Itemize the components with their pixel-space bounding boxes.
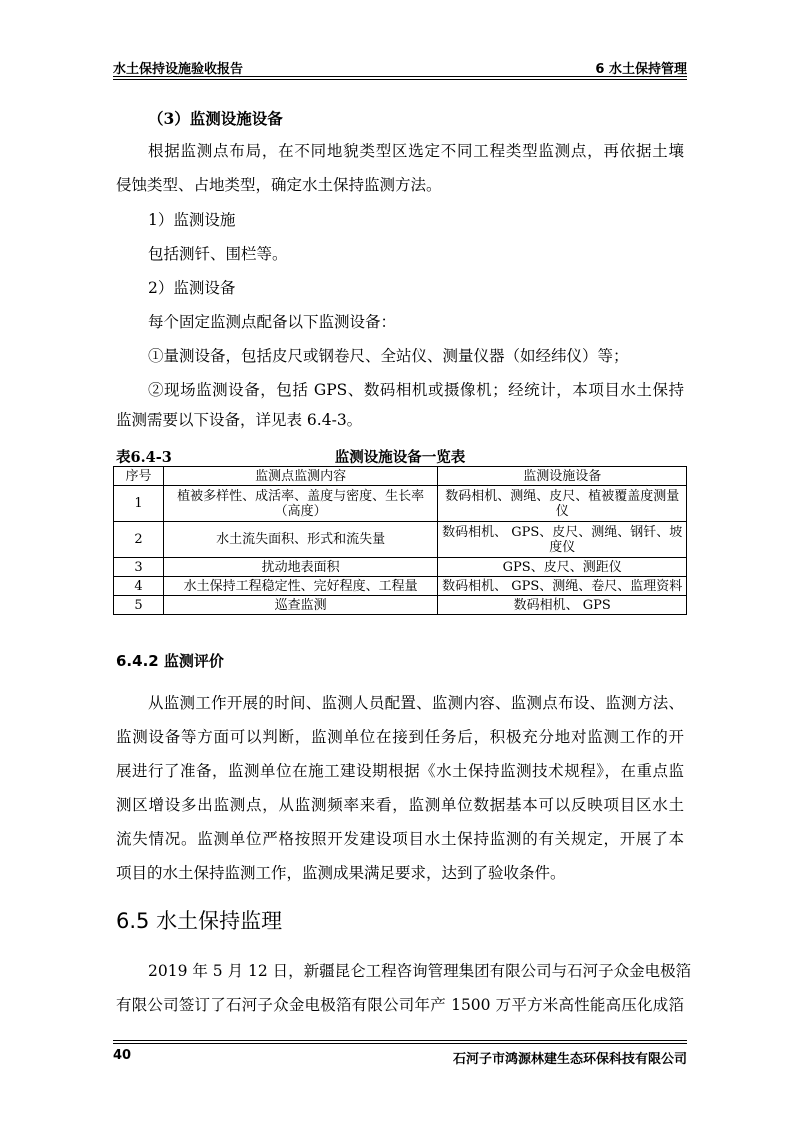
header-right: 6 水土保持管理	[595, 62, 687, 77]
para2-line2: 监测设备等方面可以判断，监测单位在接到任务后，积极充分地对监测工作的开	[116, 728, 684, 746]
col-header-no: 序号	[114, 467, 164, 486]
para2-line1: 从监测工作开展的时间、监测人员配置、监测内容、监测点布设、监测方法、	[148, 694, 684, 712]
row-no: 5	[114, 596, 164, 615]
para2-line6: 项目的水土保持监测工作，监测成果满足要求，达到了验收条件。	[116, 864, 566, 882]
col-header-equipment: 监测设施设备	[438, 467, 687, 486]
page-number: 40	[113, 1048, 132, 1063]
section3-title: （3）监测设施设备	[148, 109, 283, 128]
row-no: 1	[114, 486, 164, 522]
table-row	[114, 486, 687, 522]
table-row	[114, 558, 687, 577]
row-equipment: 数码相机、 GPS、测绳、卷尺、监理资料	[438, 577, 687, 596]
row-equipment: 数码相机、测绳、皮尺、植被覆盖度测量仪	[438, 486, 687, 522]
item2-b-line1: ②现场监测设备，包括 GPS、数码相机或摄像机；经统计，本项目水土保持	[148, 381, 684, 399]
para1-line1: 根据监测点布局，在不同地貌类型区选定不同工程类型监测点，再依据土壤	[148, 142, 684, 160]
header-rule	[113, 76, 687, 77]
row-no: 3	[114, 558, 164, 577]
table-row	[114, 522, 687, 558]
table-title: 监测设施设备一览表	[334, 449, 466, 466]
row-content: 植被多样性、成活率、盖度与密度、生长率（高度）	[163, 486, 437, 522]
row-content: 水土保持工程稳定性、完好程度、工程量	[163, 577, 437, 596]
item1-body: 包括测钎、围栏等。	[148, 245, 288, 263]
row-content: 水土流失面积、形式和流失量	[163, 522, 437, 558]
para2-line5: 流失情况。监测单位严格按照开发建设项目水土保持监测的有关规定，开展了本	[116, 830, 684, 848]
table-header-row	[114, 467, 687, 486]
para3-line2: 有限公司签订了石河子众金电极箔有限公司年产 1500 万平方米高性能高压化成箔	[116, 996, 684, 1014]
para1-line2: 侵蚀类型、占地类型，确定水土保持监测方法。	[116, 176, 442, 194]
row-equipment: 数码相机、 GPS	[438, 596, 687, 615]
row-equipment: 数码相机、 GPS、皮尺、测绳、钢钎、坡度仪	[438, 522, 687, 558]
table-row	[114, 596, 687, 615]
row-content: 扰动地表面积	[163, 558, 437, 577]
section-heading-65: 6.5 水土保持监理	[116, 909, 283, 933]
footer-rule	[113, 1043, 687, 1044]
para2-line3: 展进行了准备，监测单位在施工建设期根据《水土保持监测技术规程》，在重点监	[116, 762, 684, 780]
header-left: 水土保持设施验收报告	[113, 62, 244, 77]
footer-rule-thin	[113, 1040, 687, 1041]
item2-a: ①量测设备，包括皮尺或钢卷尺、全站仪、测量仪器（如经纬仪）等；	[148, 347, 629, 365]
equipment-table	[113, 466, 687, 615]
row-no: 2	[114, 522, 164, 558]
row-equipment: GPS、皮尺、测距仪	[438, 558, 687, 577]
table-number: 表6.4-3	[116, 449, 172, 466]
item2-b-line2: 监测需要以下设备，详见表 6.4-3。	[116, 411, 363, 429]
item2-title: 2）监测设备	[148, 279, 236, 297]
table-caption	[116, 446, 684, 464]
table-row	[114, 577, 687, 596]
para3-line1: 2019 年 5 月 12 日，新疆昆仑工程咨询管理集团有限公司与石河子众金电极箔	[148, 962, 692, 980]
item1-title: 1）监测设施	[148, 211, 236, 229]
col-header-content: 监测点监测内容	[163, 467, 437, 486]
page-footer	[113, 1048, 687, 1068]
footer-company: 石河子市鸿源林建生态环保科技有限公司	[452, 1052, 687, 1067]
item2-intro: 每个固定监测点配备以下监测设备：	[148, 313, 397, 331]
header-rule-thin	[113, 79, 687, 80]
subsection-heading-642: 6.4.2 监测评价	[116, 652, 224, 670]
row-no: 4	[114, 577, 164, 596]
page-header	[113, 56, 687, 78]
row-content: 巡查监测	[163, 596, 437, 615]
para2-line4: 测区增设多出监测点，从监测频率来看，监测单位数据基本可以反映项目区水土	[116, 796, 684, 814]
